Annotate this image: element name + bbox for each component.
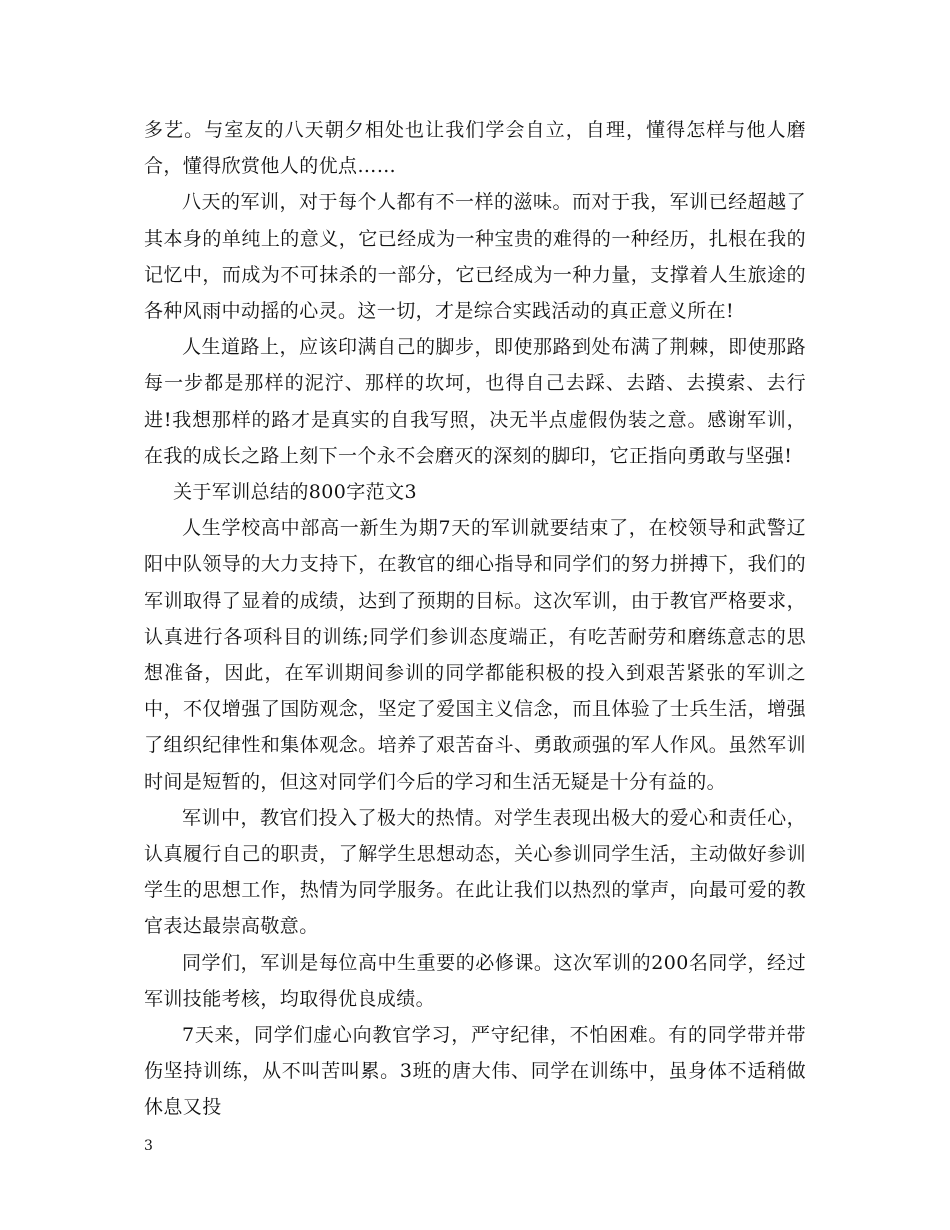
paragraph-2: 八天的军训，对于每个人都有不一样的滋味。而对于我，军训已经超越了其本身的单纯上的意义，它已经成为一种宝贵的难得的一种经历，扎根在我的记忆中，而成为不可抹杀的一部分，它已经成为一种力量，支撑着人生旅途的各种风雨中动摇的心灵。这一切，才是综合实践活动的真正意义所在! (144, 191, 806, 323)
paragraph-6: 同学们，军训是每位高中生重要的必修课。这次军训的200名同学，经过军训技能考核，均取得优良成绩。 (144, 951, 806, 1010)
section-heading: 关于军训总结的800字范文3 (173, 481, 417, 504)
paragraph-1: 多艺。与室友的八天朝夕相处也让我们学会自立，自理，懂得怎样与他人磨合，懂得欣赏他人的优点…… (144, 119, 806, 178)
page-number: 3 (144, 1138, 153, 1154)
paragraph-7: 7天来，同学们虚心向教官学习，严守纪律，不怕困难。有的同学带并带伤坚持训练，从不叫苦叫累。3班的唐大伟、同学在训练中，虽身体不适稍做休息又投 (144, 1024, 806, 1119)
document-body (144, 112, 806, 1126)
paragraph-5: 军训中，教官们投入了极大的热情。对学生表现出极大的爱心和责任心，认真履行自己的职责，了解学生思想动态，关心参训同学生活，主动做好参训学生的思想工作，热情为同学服务。在此让我们以热烈的掌声，向最可爱的教官表达最崇高敬意。 (144, 806, 806, 938)
paragraph-4: 人生学校高中部高一新生为期7天的军训就要结束了，在校领导和武警辽阳中队领导的大力支持下，在教官的细心指导和同学们的努力拼搏下，我们的军训取得了显着的成绩，达到了预期的目标。这次军训，由于教官严格要求，认真进行各项科目的训练;同学们参训态度端正，有吃苦耐劳和磨练意志的思想准备，因此，在军训期间参训的同学都能积极的投入到艰苦紧张的军训之中，不仅增强了国防观念，坚定了爱国主义信念，而且体验了士兵生活，增强了组织纪律性和集体观念。培养了艰苦奋斗、勇敢顽强的军人作风。虽然军训时间是短暂的，但这对同学们今后的学习和生活无疑是十分有益的。 (144, 517, 806, 793)
paragraph-3: 人生道路上，应该印满自己的脚步，即使那路到处布满了荆棘，即使那路每一步都是那样的泥泞、那样的坎坷，也得自己去踩、去踏、去摸索、去行进!我想那样的路才是真实的自我写照，决无半点虚假伪装之意。感谢军训，在我的成长之路上刻下一个永不会磨灭的深刻的脚印，它正指向勇敢与坚强! (144, 336, 806, 467)
